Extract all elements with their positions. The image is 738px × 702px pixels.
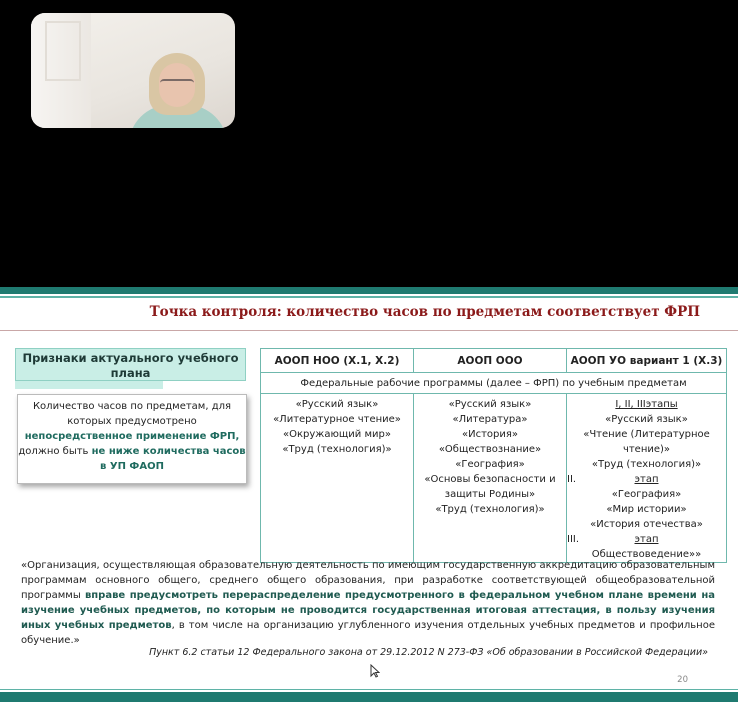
list-item: «Русский язык» (605, 414, 688, 425)
list-item: «Окружающий мир» (283, 429, 391, 440)
table-header-ooo: АООП ООО (414, 349, 567, 373)
list-item: «Мир истории» (606, 504, 687, 515)
speaker-video-tile[interactable] (31, 13, 235, 128)
speaker-glasses (160, 79, 194, 87)
slide-top-line (0, 296, 738, 298)
slide-bottom-line (0, 689, 738, 690)
table-header-uo: АООП УО вариант 1 (Х.3) (567, 349, 727, 373)
list-item: «Литературное чтение» (273, 414, 401, 425)
slide-bottom-bar (0, 692, 738, 702)
signs-highlight-1: непосредственное применение ФРП, (24, 431, 240, 442)
quote-part-2: , в том числе на организацию углубленного изучения отдельных учебных предметов и профильное обучение.» (21, 620, 715, 646)
list-item: «История» (461, 429, 519, 440)
table-col-uo (567, 394, 727, 563)
slide-top-bar (0, 287, 738, 294)
list-item: «Чтение (Литературное (583, 429, 710, 440)
list-item: этап (634, 534, 659, 545)
title-divider (0, 330, 738, 331)
background-window-frame (45, 21, 81, 81)
quote-part-1: «Организация, осуществляющая образовательную деятельность по имеющим государственную аккредитацию образовательным программам основного общего, среднего общего образования, при разработке соответствующей общеобразовательной программы (21, 560, 715, 601)
list-item: «География» (611, 489, 682, 500)
law-source: Пункт 6.2 статьи 12 Федерального закона от 29.12.2012 N 273-ФЗ «Об образовании в Российской Федерации» (149, 647, 708, 658)
table-header-noo: АООП НОО (Х.1, Х.2) (261, 349, 414, 373)
list-item: «Русский язык» (295, 399, 379, 410)
video-area (0, 0, 738, 287)
quote-bold: вправе предусмотреть перераспределение предусмотренного в федеральном учебном плане времени на изучение учебных предметов, по которым не проводится государственная итоговая аттестация, в пользу изучения иных учебных предметов (21, 590, 715, 631)
page-number: 20 (677, 675, 688, 685)
list-item: этап (634, 474, 659, 485)
list-item: чтение)» (622, 444, 671, 455)
list-item: «Труд (технология)» (435, 504, 545, 515)
signs-header: Признаки актуального учебного плана (15, 348, 246, 381)
list-item: I, II, IIIэтапы (615, 399, 678, 410)
list-item: «Обществознание» (438, 444, 542, 455)
roman-numeral: II. (567, 474, 577, 485)
roman-numeral: III. (567, 534, 580, 545)
list-item: «История отечества» (590, 519, 703, 530)
signs-box (17, 394, 247, 484)
table-col-noo (261, 394, 414, 563)
mouse-cursor-icon (370, 664, 380, 678)
list-item: защиты Родины» (444, 489, 536, 500)
signs-header-tab (15, 381, 163, 389)
signs-text-2: должно быть (18, 446, 89, 457)
programs-table (260, 348, 727, 563)
list-item: Обществоведение»» (591, 549, 702, 560)
slide-title: Точка контроля: количество часов по предметам соответствует ФРП (149, 304, 700, 320)
table-span-row: Федеральные рабочие программы (далее – ФРП) по учебным предметам (261, 373, 727, 394)
presentation-slide (0, 287, 738, 702)
list-item: «Труд (технология)» (282, 444, 392, 455)
table-col-ooo (414, 394, 567, 563)
list-item: «Русский язык» (448, 399, 532, 410)
list-item: «География» (455, 459, 525, 470)
law-quote (21, 558, 715, 648)
list-item: «Литература» (452, 414, 528, 425)
list-item: «Основы безопасности и (424, 474, 556, 485)
signs-text-1: Количество часов по предметам, для которых предусмотрено (32, 401, 232, 427)
list-item: «Труд (технология)» (591, 459, 702, 470)
signs-highlight-2: не ниже количества часов в УП ФАОП (91, 446, 246, 472)
